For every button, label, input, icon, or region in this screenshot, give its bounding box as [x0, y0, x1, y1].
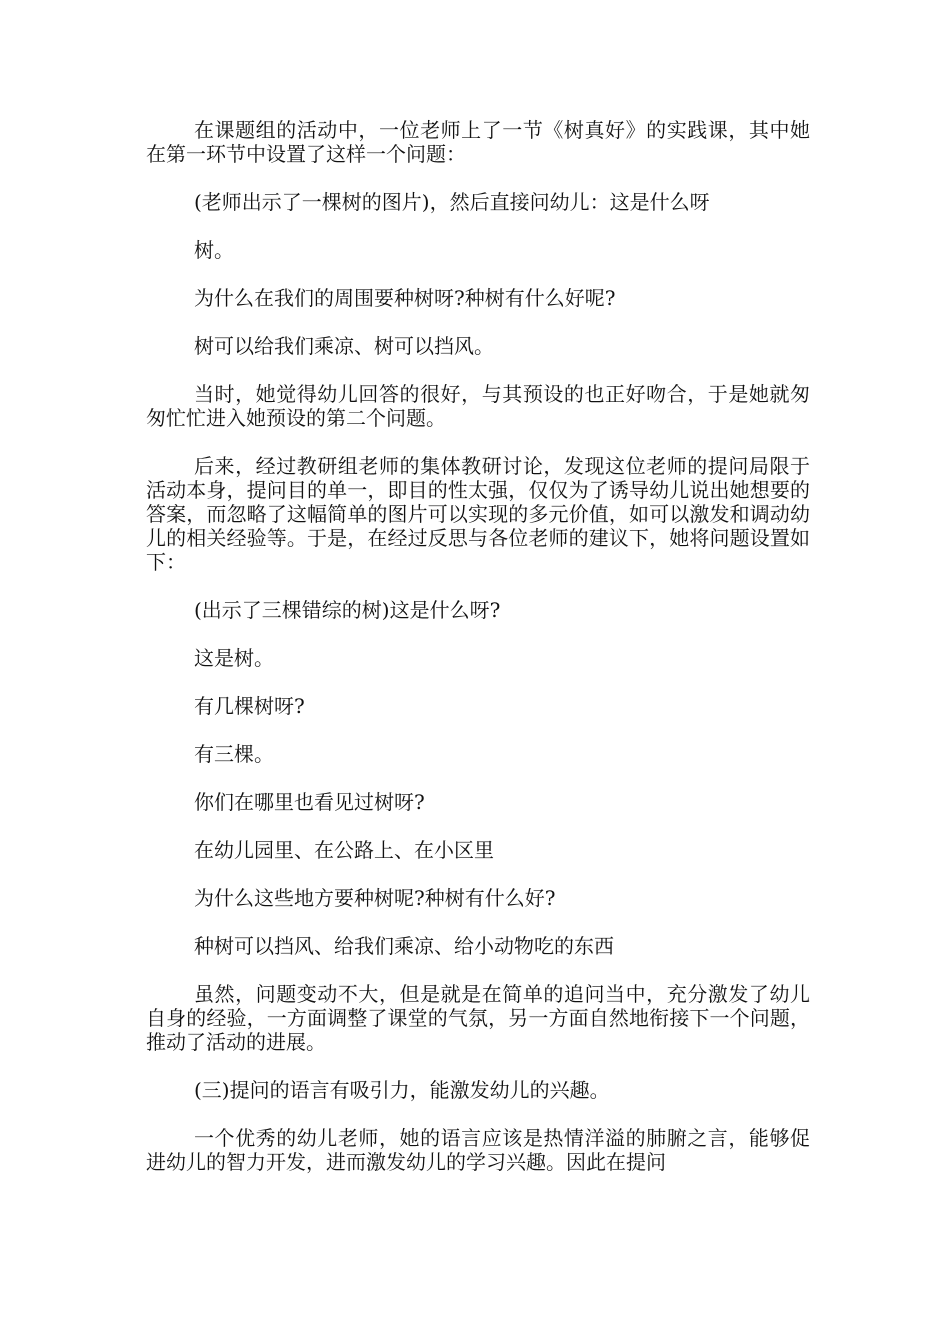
paragraph-18: 一个优秀的幼儿老师，她的语言应该是热情洋溢的肺腑之言，能够促进幼儿的智力开发，进而激发幼儿的学习兴趣。因此在提问	[146, 1126, 810, 1174]
paragraph-10: 有几棵树呀?	[194, 694, 305, 718]
paragraph-15: 种树可以挡风、给我们乘凉、给小动物吃的东西	[194, 934, 614, 958]
paragraph-13: 在幼儿园里、在公路上、在小区里	[194, 838, 494, 862]
paragraph-3: 树。	[194, 238, 234, 262]
paragraph-12: 你们在哪里也看见过树呀?	[194, 790, 425, 814]
paragraph-1: 在课题组的活动中，一位老师上了一节《树真好》的实践课，其中她在第一环节中设置了这样一个问题：	[146, 118, 810, 166]
document-body	[146, 118, 810, 1198]
paragraph-14: 为什么这些地方要种树呢?种树有什么好?	[194, 886, 556, 910]
paragraph-9: 这是树。	[194, 646, 274, 670]
paragraph-11: 有三棵。	[194, 742, 274, 766]
paragraph-6: 当时，她觉得幼儿回答的很好，与其预设的也正好吻合，于是她就匆匆忙忙进入她预设的第二个问题。	[146, 382, 810, 430]
paragraph-17: (三)提问的语言有吸引力，能激发幼儿的兴趣。	[194, 1078, 610, 1102]
paragraph-4: 为什么在我们的周围要种树呀?种树有什么好呢?	[194, 286, 616, 310]
paragraph-8: (出示了三棵错综的树)这是什么呀?	[194, 598, 501, 622]
paragraph-16: 虽然，问题变动不大，但是就是在简单的追问当中，充分激发了幼儿自身的经验，一方面调整了课堂的气氛，另一方面自然地衔接下一个问题，推动了活动的进展。	[146, 982, 810, 1054]
paragraph-7: 后来，经过教研组老师的集体教研讨论，发现这位老师的提问局限于活动本身，提问目的单一，即目的性太强，仅仅为了诱导幼儿说出她想要的答案，而忽略了这幅简单的图片可以实现的多元价值，如可以激发和调动幼儿的相关经验等。于是，在经过反思与各位老师的建议下，她将问题设置如下：	[146, 454, 810, 574]
paragraph-5: 树可以给我们乘凉、树可以挡风。	[194, 334, 494, 358]
paragraph-2: (老师出示了一棵树的图片)，然后直接问幼儿：这是什么呀	[194, 190, 710, 214]
